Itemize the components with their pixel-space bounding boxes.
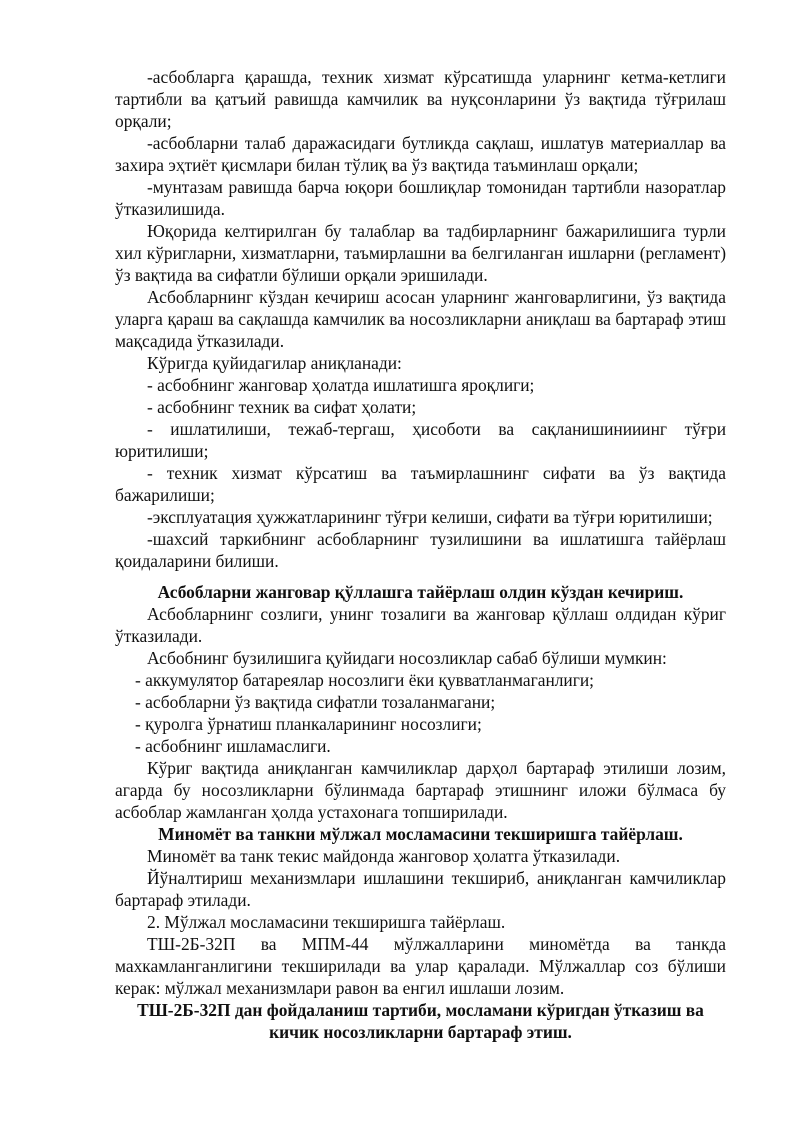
check-item: -шахсий таркибнинг асбобларнинг тузилишини ва ишлатишга тайёрлаш қоидаларини билиши. — [115, 529, 726, 571]
cause-item: - қуролга ўрнатиш планкаларининг носозлиги; — [135, 714, 482, 734]
paragraph: Асбобларнинг кўздан кечириш асосан уларнинг жанговарлигини, ўз вақтида уларга қараш ва сақлашда камчилик ва носозликларни аниқлаш ва бартараф этиш мақсадида ўтказилади. — [115, 287, 726, 351]
section-heading: Асбобларни жанговар қўллашга тайёрлаш олдин кўздан кечириш. — [157, 582, 684, 602]
paragraph: -мунтазам равишда барча юқори бошлиқлар томонидан тартибли назоратлар ўтказилишида. — [115, 177, 726, 219]
section-heading: ТШ-2Б-32П дан фойдаланиш тартиби, мосламани кўригдан ўтказиш ва кичик носозликларни бартараф этиш. — [137, 1000, 704, 1042]
check-item: - асбобнинг техник ва сифат ҳолати; — [147, 397, 417, 417]
check-item: - техник хизмат кўрсатиш ва таъмирлашнинг сифати ва ўз вақтида бажарилиши; — [115, 463, 726, 505]
paragraph: -асбобларни талаб даражасидаги бутликда сақлаш, ишлатув материаллар ва захира эҳтиёт қисмлари билан тўлиқ ва ўз вақтида таъминлаш орқали; — [115, 133, 726, 175]
numbered-item: 2. Мўлжал мосламасини текширишга тайёрлаш. — [147, 912, 506, 932]
checks-intro: Кўригда қуйидагилар аниқланади: — [147, 353, 402, 373]
check-item: - ишлатилиши, тежаб-тергаш, ҳисоботи ва сақланишинииинг тўғри юритилиши; — [115, 419, 726, 461]
paragraph: Миномёт ва танк текис майдонда жанговор ҳолатга ўтказилади. — [147, 846, 621, 866]
paragraph: Йўналтириш механизмлари ишлашини текшириб, аниқланган камчиликлар бартараф этилади. — [115, 868, 726, 910]
paragraph: Кўриг вақтида аниқланган камчиликлар дарҳол бартараф этилиши лозим, агарда бу носозликларни бўлинмада бартараф этишнинг иложи бўлмаса бу асбоблар жамланган ҳолда устахонага топширилади. — [115, 758, 726, 822]
document-page — [115, 66, 726, 1043]
check-item: -эксплуатация ҳужжатларининг тўғри келиши, сифати ва тўғри юритилиши; — [147, 507, 713, 527]
cause-item: - асбобнинг ишламаслиги. — [135, 736, 331, 756]
causes-intro: Асбобнинг бузилишига қуйидаги носозликлар сабаб бўлиши мумкин: — [147, 648, 667, 668]
paragraph: Асбобларнинг созлиги, унинг тозалиги ва жанговар қўллаш олдидан кўриг ўтказилади. — [115, 604, 726, 646]
cause-item: - асбобларни ўз вақтида сифатли тозаланмагани; — [135, 692, 496, 712]
paragraph: Юқорида келтирилган бу талаблар ва тадбирларнинг бажарилишига турли хил кўригларни, хизматларни, таъмирлашни ва белгиланган ишларни (регламент) ўз вақтида ва сифатли бўлиши орқали эришилади. — [115, 221, 726, 285]
paragraph: ТШ-2Б-32П ва МПМ-44 мўлжалларини миномётда ва танкда махкамланганлигини текширилади ва улар қаралади. Мўлжаллар соз бўлиши керак: мўлжал механизмлари равон ва енгил ишлаши лозим. — [115, 934, 726, 998]
paragraph: -асбобларга қарашда, техник хизмат кўрсатишда уларнинг кетма-кетлиги тартибли ва қатъий равишда камчилик ва нуқсонларини ўз вақтида тўғрилаш орқали; — [115, 67, 726, 131]
check-item: - асбобнинг жанговар ҳолатда ишлатишга яроқлиги; — [147, 375, 535, 395]
section-heading: Миномёт ва танкни мўлжал мосламасини текширишга тайёрлаш. — [158, 824, 683, 844]
cause-item: - аккумулятор батареялар носозлиги ёки қувватланмаганлиги; — [135, 670, 595, 690]
